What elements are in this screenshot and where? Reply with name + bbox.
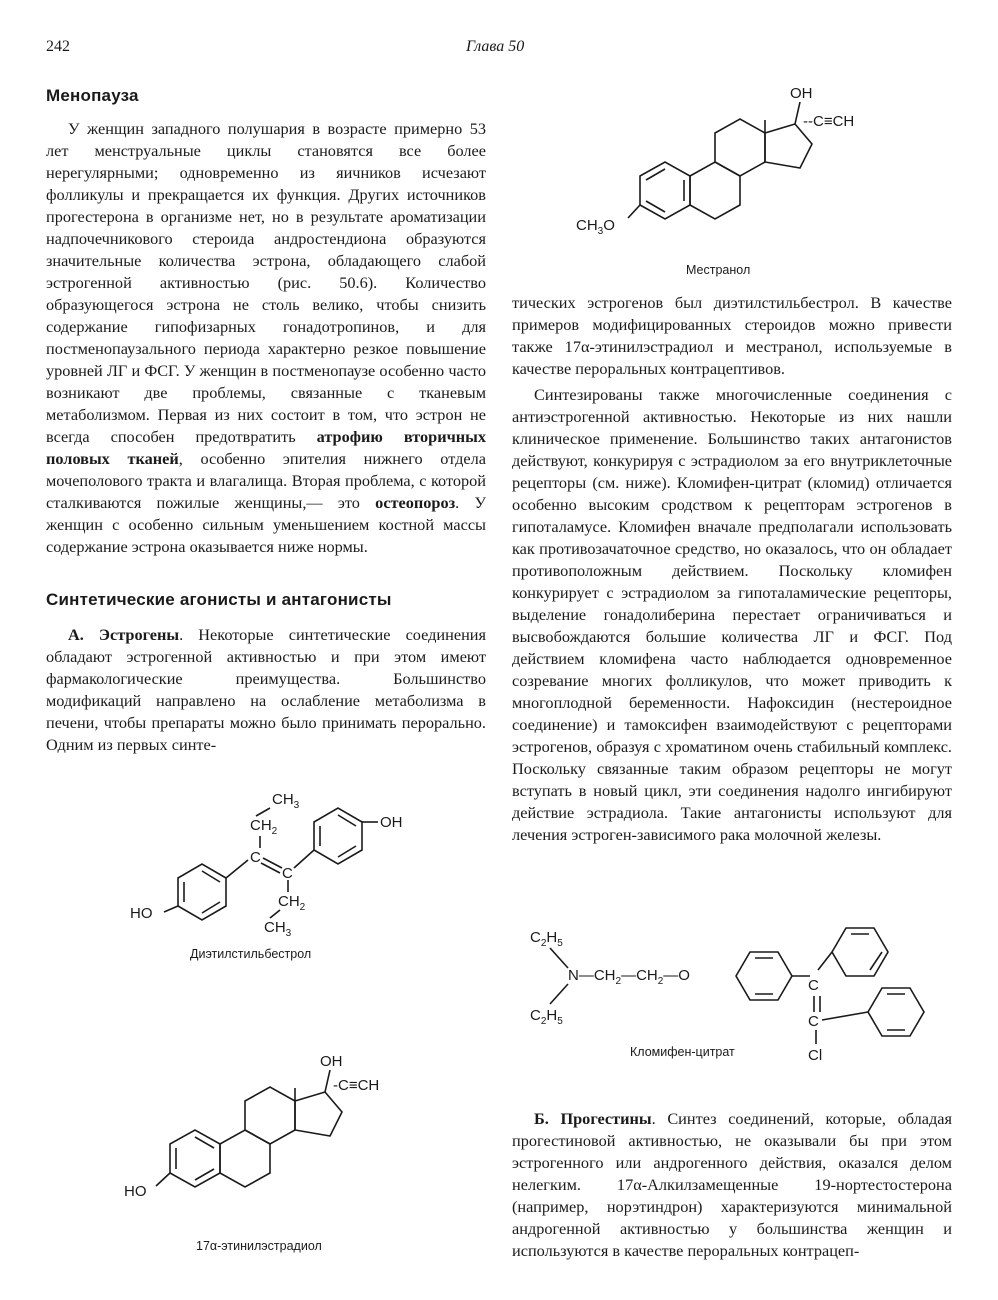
right-column-text xyxy=(512,292,952,846)
clomiphene-ethyl-bot: $C_2H_5$ xyxy=(530,1007,563,1027)
progestins-paragraph xyxy=(512,1108,952,1262)
des-ch2-top: $CH_2$ xyxy=(250,817,278,837)
bold-term: Б. Прогестины xyxy=(534,1109,652,1128)
des-ch3-top: $CH_3$ xyxy=(272,791,300,811)
clomiphene-c2: C xyxy=(808,1013,819,1030)
bold-term: атрофию вторичных половых тканей xyxy=(46,427,486,468)
mestranol-ethynyl: --C≡CH xyxy=(803,113,855,130)
mestranol-caption: Местранол xyxy=(686,263,751,277)
text-run: . Некоторые синтетические соединения обладают эстрогенной активностью и при этом имеют фармакологические преимущества. Большинство модификаций направлено на ослабление метаболизма в печени, чтобы препараты можно было принимать перорально. Одним из первых синте- xyxy=(46,625,486,754)
bold-term: остеопороз xyxy=(375,493,456,512)
des-c2: C xyxy=(282,865,293,882)
right-paragraph-2: Синтезированы также многочисленные соединения с антиэстрогенной активностью. Некоторые из них нашли клиническое применение. Большинство таких антагонистов действуют, конкурируя с эстрадиолом за его внутриклеточные рецепторы (см. ниже). Кломифен-цитрат (кломид) отличается особенно высоким сродством к рецепторам эстрогенов в гипоталамусе. Кломифен вначале предполагали использовать как противозачаточное средство, но оказалось, что он обладает противоположным действием. Поскольку кломифен конкурирует с эстрадиолом за гипоталамические рецепторы, выделение гонадолиберина перестает ограничиваться и высвобождаются большие количества ЛГ и ФСГ. Под действием кломифена часто наблюдается одновременное созревание многих фолликулов, что может приводить к многоплодной беременности. Нафоксидин (нестероидное соединение) и тамоксифен взаимодействуют с рецепторами эстрогенов, образуя с хроматином очень стабильный комплекс. Поскольку связанные таким образом рецепторы не могут вступать в новый цикл, эти соединения надолго ингибируют действие эстрадиола. Такие антагонисты используют для лечения эстроген-зависимого рака молочной железы. xyxy=(512,385,952,844)
menopause-paragraph xyxy=(46,118,486,558)
section-title-menopause: Менопауза xyxy=(46,86,139,105)
des-structure xyxy=(120,780,440,980)
text-run: . Синтез соединений, которые, обладая прогестиновой активностью, не оказывали бы при этом эстрогенного или андрогенного действия, оказался делом нелегким. 17α-Алкилзамещенные 19-нортестостерона (например, норэтиндрон) характеризуются минимальной андрогенной активностью у большинства женщин и используются в качестве пероральных контрацеп- xyxy=(512,1109,952,1260)
des-ch3-bot: $CH_3$ xyxy=(264,919,292,939)
menopause-text xyxy=(46,118,486,558)
estrogens-paragraph xyxy=(46,624,486,756)
progestins-text xyxy=(512,1108,952,1262)
ethinylestradiol-ethynyl: -C≡CH xyxy=(333,1077,380,1094)
mestranol-methoxy: $CH_3O$ xyxy=(576,217,615,237)
clomiphene-ethyl-top: $C_2H_5$ xyxy=(530,929,563,949)
right-paragraph-1: тических эстрогенов был диэтилстильбестрол. В качестве примеров модифицированных стероидов можно привести также 17α-этинилэстрадиол и местранол, используемые в качестве пероральных контрацептивов. xyxy=(512,293,952,378)
text-run: . У женщин с особенно сильным уменьшением костной массы содержание эстрона оказывается ниже нормы. xyxy=(46,493,486,556)
text-run: , особенно эпителия нижнего отдела мочеполового тракта и влагалища. Вторая проблема, с которой сталкиваются пожилые женщины,— это xyxy=(46,449,486,512)
des-ch2-bot: $CH_2$ xyxy=(278,893,306,913)
clomiphene-c1: C xyxy=(808,977,819,994)
clomiphene-caption: Кломифен-цитрат xyxy=(630,1045,735,1059)
des-c1: C xyxy=(250,849,261,866)
clomiphene-structure xyxy=(520,908,960,1068)
section-title-synthetic: Синтетические агонисты и антагонисты xyxy=(46,590,392,609)
des-ho: HO xyxy=(130,905,153,922)
ethinylestradiol-structure xyxy=(120,1046,440,1256)
des-oh: OH xyxy=(380,814,403,831)
mestranol-oh: OH xyxy=(790,85,813,102)
page-number: 242 xyxy=(46,38,70,55)
ethinylestradiol-ho: HO xyxy=(124,1183,147,1200)
des-caption: Диэтилстильбестрол xyxy=(190,947,312,961)
ethinylestradiol-caption: 17α-этинилэстрадиол xyxy=(196,1239,322,1253)
running-head: Глава 50 xyxy=(466,38,525,55)
mestranol-structure xyxy=(560,78,900,278)
bold-term: А. Эстрогены xyxy=(68,625,180,644)
ethinylestradiol-oh: OH xyxy=(320,1053,343,1070)
clomiphene-cl: Cl xyxy=(808,1047,823,1064)
synthetic-text xyxy=(46,624,486,756)
clomiphene-chain: $N—CH_2—CH_2—O$ xyxy=(568,967,690,987)
text-run: У женщин западного полушария в возрасте примерно 53 лет менструальные циклы становятся все более нерегулярными; одновременно из яичников исчезают фолликулы и прекращается их функция. Других источников прогестерона в организме нет, но в результате ароматизации надпочечникового стероида андростендиона образуются значительные количества эстрона, обладающего слабой эстрогенной активностью (рис. 50.6). Количество образующегося эстрона не столь велико, чтобы снизить содержание гипофизарных гонадотропинов, и для постменопаузального периода характерно резкое повышение уровней ЛГ и ФСГ. У женщин в постменопаузе особенно часто возникают две проблемы, связанные с тканевым метаболизмом. Первая из них состоит в том, что эстрон не всегда способен предотвратить xyxy=(46,119,486,446)
